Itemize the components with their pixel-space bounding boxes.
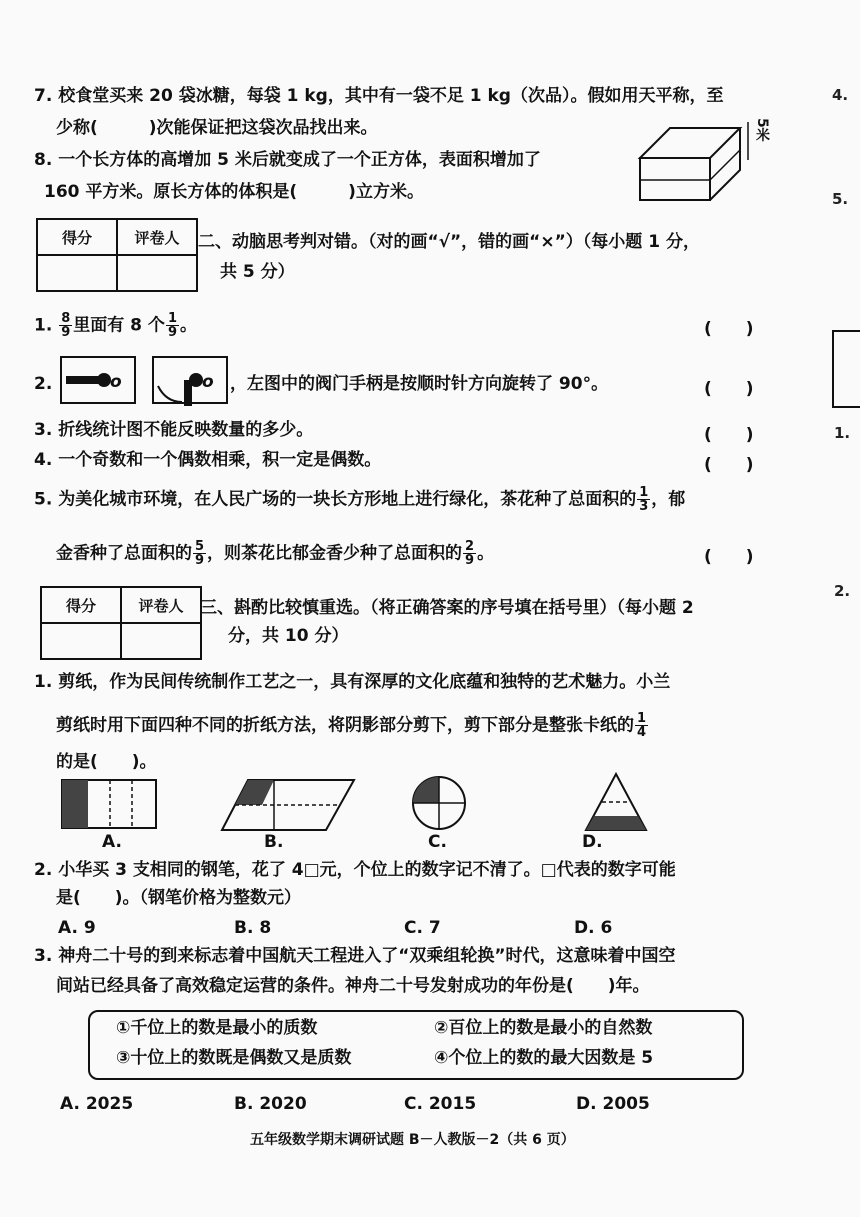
grader-cell[interactable] xyxy=(121,623,201,659)
choice-1-line3: 的是( )。 xyxy=(56,752,157,772)
option-a-label[interactable]: A. xyxy=(102,832,122,852)
q7-line1: 7. 校食堂买来 20 袋冰糖，每袋 1 kg，其中有一袋不足 1 kg（次品）。假如用天平称，至 xyxy=(34,86,724,106)
score-cell[interactable] xyxy=(41,623,121,659)
option-c-circle-figure xyxy=(410,774,468,832)
choice-2-line2: 是( )。（钢笔价格为整数元） xyxy=(56,888,302,908)
clue-4: ④个位上的数的最大因数是 5 xyxy=(434,1048,654,1068)
choice-2-option-a[interactable]: A. 9 xyxy=(58,918,96,938)
valve-o-label-2: o xyxy=(202,372,214,392)
score-cell[interactable] xyxy=(37,255,117,291)
q8-line2: 160 平方米。原长方体的体积是( )立方米。 xyxy=(44,182,424,202)
edge-marker-2: 5. xyxy=(832,190,849,208)
answer-paren-3[interactable]: ( ) xyxy=(704,425,754,445)
valve-after-icon xyxy=(152,356,228,408)
choice-3-option-c[interactable]: C. 2015 xyxy=(404,1094,477,1114)
choice-2-line1: 2. 小华买 3 支相同的钢笔，花了 4□元，个位上的数字记不清了。□代表的数字可能 xyxy=(34,860,676,880)
option-b-parallelogram-figure xyxy=(220,778,356,832)
q7-line2: 少称( )次能保证把这袋次品找出来。 xyxy=(56,118,378,138)
edge-marker-4: 2. xyxy=(834,582,851,600)
choice-3-line2: 间站已经具备了高效稳定运营的条件。神舟二十号发射成功的年份是( )年。 xyxy=(56,976,650,996)
q8-line1: 8. 一个长方体的高增加 5 米后就变成了一个正方体，表面积增加了 xyxy=(34,150,541,170)
choice-3-option-b[interactable]: B. 2020 xyxy=(234,1094,307,1114)
grader-header: 评卷人 xyxy=(117,219,197,255)
section-3-heading-cont: 分，共 10 分） xyxy=(228,626,349,646)
grader-cell[interactable] xyxy=(117,255,197,291)
score-box-1 xyxy=(36,218,198,292)
judge-3: 3. 折线统计图不能反映数量的多少。 xyxy=(34,420,314,440)
judge-1: 1. $\frac{8}{9}$ 里面有 8 个 $\frac{1}{9}$ 。 xyxy=(34,311,197,340)
option-d-triangle-figure xyxy=(584,772,648,832)
choice-1-line1: 1. 剪纸，作为民间传统制作工艺之一，具有深厚的文化底蕴和独特的艺术魅力。小兰 xyxy=(34,672,671,692)
option-d-label[interactable]: D. xyxy=(582,832,603,852)
score-box-2 xyxy=(40,586,202,660)
section-3-heading: 三、斟酌比较慎重选。（将正确答案的序号填在括号里）（每小题 2 xyxy=(200,598,694,618)
answer-paren-1[interactable]: ( ) xyxy=(704,319,754,339)
option-b-label[interactable]: B. xyxy=(264,832,284,852)
answer-paren-2[interactable]: ( ) xyxy=(704,379,754,399)
choice-2-option-d[interactable]: D. 6 xyxy=(574,918,613,938)
edge-marker-3: 1. xyxy=(834,424,851,442)
section-2-heading: 二、动脑思考判对错。（对的画“√”，错的画“×”）（每小题 1 分， xyxy=(198,232,700,252)
clue-1: ①千位上的数是最小的质数 xyxy=(116,1018,318,1038)
section-2-heading-cont: 共 5 分） xyxy=(220,262,295,282)
choice-2-option-c[interactable]: C. 7 xyxy=(404,918,441,938)
judge-4: 4. 一个奇数和一个偶数相乘，积一定是偶数。 xyxy=(34,450,382,470)
choice-1-line2: 剪纸时用下面四种不同的折纸方法，将阴影部分剪下，剪下部分是整张卡纸的 $\frac{1}{4}$ xyxy=(56,711,647,740)
choice-2-option-b[interactable]: B. 8 xyxy=(234,918,272,938)
judge-5-line2: 金香种了总面积的 $\frac{5}{9}$ ，则茶花比郁金香少种了总面积的 $\frac{2}{9}$ 。 xyxy=(56,539,495,568)
valve-o-label-1: o xyxy=(110,372,122,392)
answer-paren-4[interactable]: ( ) xyxy=(704,455,754,475)
answer-paren-5[interactable]: ( ) xyxy=(704,547,754,567)
choice-3-option-d[interactable]: D. 2005 xyxy=(576,1094,650,1114)
grader-header: 评卷人 xyxy=(121,587,201,623)
clue-3: ③十位上的数既是偶数又是质数 xyxy=(116,1048,352,1068)
edge-marker-1: 4. xyxy=(832,86,849,104)
cube-height-label: 5米 xyxy=(754,118,770,142)
option-a-rectangle-figure xyxy=(60,778,158,830)
clue-2: ②百位上的数是最小的自然数 xyxy=(434,1018,653,1038)
judge-5-line1: 5. 为美化城市环境，在人民广场的一块长方形地上进行绿化，茶花种了总面积的 $\frac{1}{3}$ ，郁 xyxy=(34,485,686,514)
choice-3-line1: 3. 神舟二十号的到来标志着中国航天工程进入了“双乘组轮换”时代，这意味着中国空 xyxy=(34,946,676,966)
score-header: 得分 xyxy=(37,219,117,255)
judge-2-num: 2. xyxy=(34,374,53,394)
edge-score-box xyxy=(832,330,860,408)
choice-3-option-a[interactable]: A. 2025 xyxy=(60,1094,134,1114)
score-header: 得分 xyxy=(41,587,121,623)
valve-before-icon xyxy=(60,356,136,404)
page-footer: 五年级数学期末调研试题 B－人教版－2（共 6 页） xyxy=(250,1132,575,1148)
option-c-label[interactable]: C. xyxy=(428,832,447,852)
judge-2-text: ，左图中的阀门手柄是按顺时针方向旋转了 90°。 xyxy=(230,374,609,394)
